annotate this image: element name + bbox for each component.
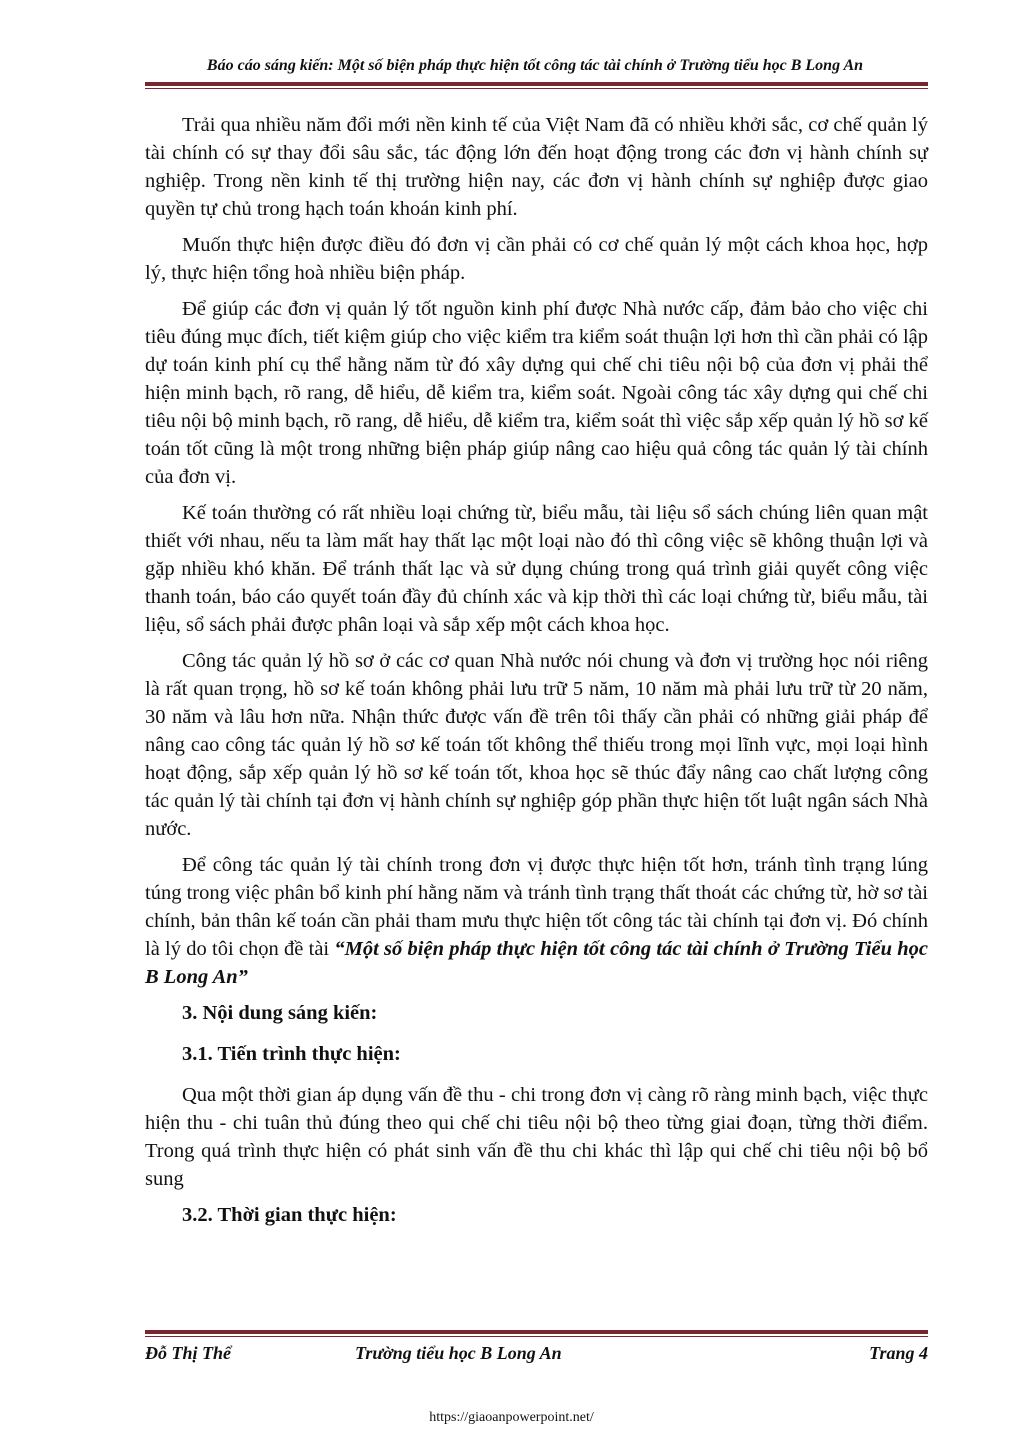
page-header: Báo cáo sáng kiến: Một số biện pháp thực hiện tốt công tác tài chính ở Trường tiểu học B Long An <box>206 57 864 74</box>
reason-text: Để công tác quản lý tài chính trong đơn vị được thực hiện tốt hơn, tránh tình trạng lúng túng trong việc phân bổ kinh phí hằng năm và tránh tình trạng thất thoát các chứng từ, hờ sơ tài chính, bản thân kế toán cần phải tham mưu thực hiện tốt công tác tài chính tại đơn vị. Đó chính là lý do tôi chọn đề tài <box>145 854 928 960</box>
source-url[interactable]: https://giaoanpowerpoint.net/ <box>429 1410 594 1425</box>
reason-paragraph <box>145 851 928 991</box>
footer-school: Trường tiểu học B Long An <box>355 1343 562 1363</box>
subsection-heading: 3.1. Tiến trình thực hiện: <box>182 1043 401 1065</box>
paragraph: Muốn thực hiện được điều đó đơn vị cần phải có cơ chế quản lý một cách khoa học, hợp lý, thực hiện tổng hoà nhiều biện pháp. <box>145 234 928 284</box>
paragraph: Công tác quản lý hồ sơ ở các cơ quan Nhà nước nói chung và đơn vị trường học nói riêng là rất quan trọng, hồ sơ kế toán không phải lưu trữ 5 năm, 10 năm mà phải lưu trữ từ 20 năm, 30 năm và lâu hơn nữa. Nhận thức được vấn đề trên tôi thấy cần phải có những giải pháp để nâng cao công tác quản lý hồ sơ kế toán tốt không thể thiếu trong mọi lĩnh vực, mọi loại hình hoạt động, sắp xếp quản lý hồ sơ kế toán tốt, khoa học sẽ thúc đẩy nâng cao chất lượng công tác quản lý tài chính tại đơn vị hành chính sự nghiệp góp phần thực hiện tốt luật ngân sách Nhà nước. <box>145 650 928 840</box>
document-body <box>145 111 928 1242</box>
paragraph: Trải qua nhiều năm đổi mới nền kinh tế của Việt Nam đã có nhiều khởi sắc, cơ chế quản lý tài chính có sự thay đổi sâu sắc, tác động lớn đến hoạt động trong các đơn vị hành chính sự nghiệp. Trong nền kinh tế thị trường hiện nay, các đơn vị hành chính sự nghiệp được giao quyền tự chủ trong hạch toán khoán kinh phí. <box>145 114 928 220</box>
paragraph: Qua một thời gian áp dụng vấn đề thu - chi trong đơn vị càng rõ ràng minh bạch, việc thực hiện thu - chi tuân thủ đúng theo qui chế chi tiêu nội bộ theo từng giai đoạn, từng thời điểm. Trong quá trình thực hiện có phát sinh vấn đề thu chi khác thì lập qui chế chi tiêu nội bộ bổ sung <box>145 1084 928 1190</box>
paragraph: Kế toán thường có rất nhiều loại chứng từ, biểu mẫu, tài liệu sổ sách chúng liên quan mật thiết với nhau, nếu ta làm mất hay thất lạc một loại nào đó thì công việc sẽ không thuận lợi và gặp nhiều khó khăn. Để tránh thất lạc và sử dụng chúng trong quá trình giải quyết công việc thanh toán, báo cáo quyết toán đầy đủ chính xác và kịp thời thì các loại chứng từ, biểu mẫu, tài liệu, sổ sách phải được phân loại và sắp xếp một cách khoa học. <box>145 502 928 636</box>
header-rule <box>145 82 928 89</box>
section-heading: 3. Nội dung sáng kiến: <box>182 1002 378 1024</box>
subsection-heading: 3.2. Thời gian thực hiện: <box>182 1204 397 1226</box>
paragraph: Để giúp các đơn vị quản lý tốt nguồn kinh phí được Nhà nước cấp, đảm bảo cho việc chi tiêu đúng mục đích, tiết kiệm giúp cho việc kiểm tra kiểm soát thuận lợi hơn thì cần phải có lập dự toán kinh phí cụ thể hằng năm từ đó xây dựng qui chế chi tiêu nội bộ của đơn vị phải thể hiện minh bạch, rõ rang, dễ hiểu, dễ kiểm tra, kiểm soát. Ngoài công tác xây dựng qui chế chi tiêu nội bộ minh bạch, rõ rang, dễ hiểu, dễ kiểm tra, kiểm soát thì việc sắp xếp quản lý hồ sơ kế toán tốt cũng là một trong những biện pháp giúp nâng cao hiệu quả công tác quản lý tài chính của đơn vị. <box>145 298 928 488</box>
page-footer <box>145 1343 928 1369</box>
page-number: Trang 4 <box>869 1343 928 1363</box>
topic-title: “Một số biện pháp thực hiện tốt công tác tài chính ở Trường Tiểu học B Long An” <box>145 938 928 988</box>
footer-author: Đỗ Thị Thể <box>145 1343 232 1363</box>
footer-rule <box>145 1330 928 1337</box>
